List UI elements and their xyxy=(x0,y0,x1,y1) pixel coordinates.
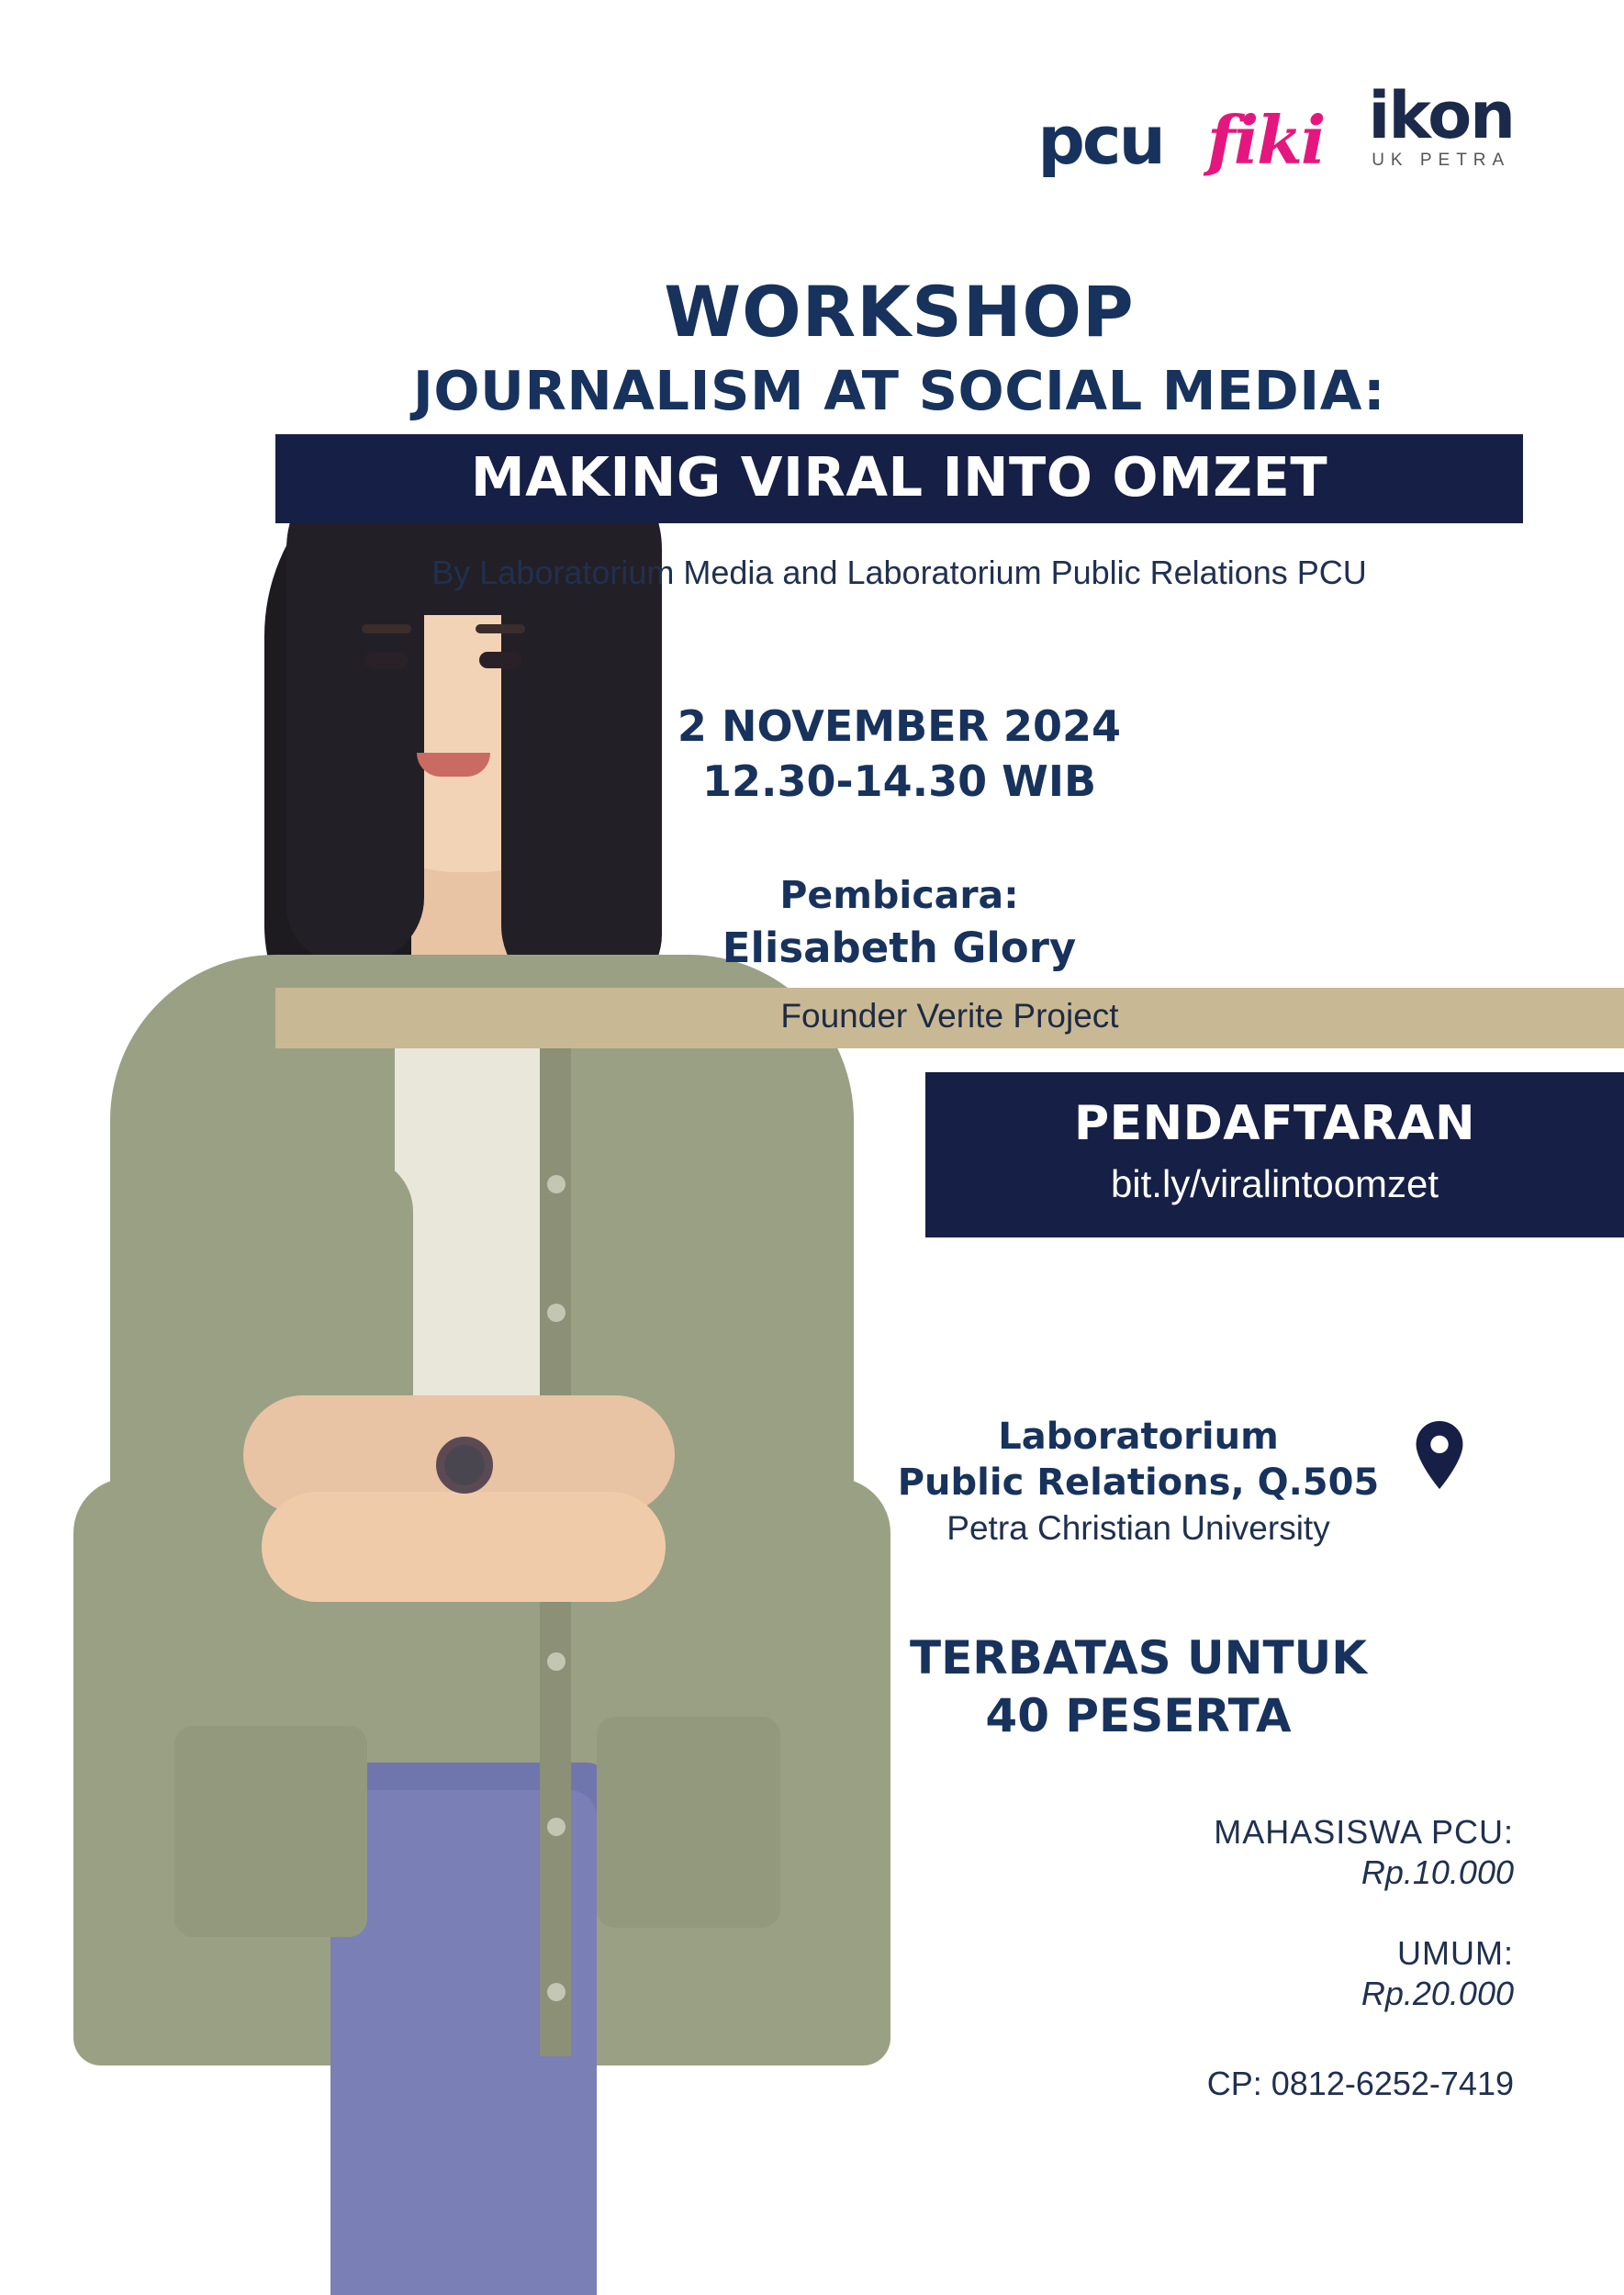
price-label-public: UMUM: xyxy=(1397,1934,1514,1972)
speaker-role: Founder Verite Project xyxy=(275,988,1624,1048)
photo-watch xyxy=(436,1437,493,1494)
speaker-block xyxy=(275,872,1523,1048)
photo-forearm-lower xyxy=(262,1492,666,1602)
location-line-3: Petra Christian University xyxy=(946,1509,1330,1547)
registration-link[interactable]: bit.ly/viralintoomzet xyxy=(1110,1162,1439,1205)
speaker-label: Pembicara: xyxy=(779,873,1019,917)
quota-block xyxy=(790,1629,1487,1744)
photo-button xyxy=(547,1818,566,1836)
location-line-1: Laboratorium xyxy=(998,1416,1279,1458)
title-subtitle: JOURNALISM AT SOCIAL MEDIA: xyxy=(412,358,1386,422)
price-label-student: MAHASISWA PCU: xyxy=(1214,1813,1514,1851)
byline: By Laboratorium Media and Laboratorium Public Relations PCU xyxy=(431,554,1367,591)
location-line-2: Public Relations, Q.505 xyxy=(897,1461,1380,1504)
page-title: WORKSHOP xyxy=(664,271,1135,353)
quota-line-1: TERBATAS UNTUK xyxy=(910,1631,1367,1685)
event-time: 12.30-14.30 WIB xyxy=(701,756,1097,806)
title-highlight: MAKING VIRAL INTO OMZET xyxy=(275,434,1523,523)
quota-line-2: 40 PESERTA xyxy=(985,1688,1292,1742)
price-spacer xyxy=(871,1892,1514,1934)
speaker-photo xyxy=(55,349,909,2295)
location-block xyxy=(790,1414,1487,1548)
photo-brow-left xyxy=(362,624,411,633)
photo-button xyxy=(547,1983,566,2001)
photo-eye-right xyxy=(479,652,521,668)
photo-pocket-right xyxy=(597,1717,780,1928)
fiki-logo: fiki xyxy=(1206,101,1325,180)
photo-button xyxy=(547,1175,566,1193)
event-date: 2 NOVEMBER 2024 xyxy=(677,701,1122,751)
pcu-logo: pcu xyxy=(1037,102,1163,180)
contact-person: CP: 0812-6252-7419 xyxy=(1206,2065,1514,2102)
price-block xyxy=(871,1813,1514,2103)
ikon-logo-group xyxy=(1368,78,1514,171)
photo-brow-right xyxy=(476,624,525,633)
title-block xyxy=(275,271,1523,523)
price-value-student: Rp.10.000 xyxy=(1361,1853,1514,1891)
price-value-public: Rp.20.000 xyxy=(1361,1975,1514,2012)
photo-button xyxy=(547,1304,566,1322)
map-pin-icon xyxy=(1414,1421,1465,1489)
registration-title: PENDAFTARAN xyxy=(1073,1096,1476,1151)
registration-banner xyxy=(925,1072,1624,1237)
event-datetime xyxy=(275,700,1523,810)
logo-bar xyxy=(1037,78,1514,180)
photo-eye-left xyxy=(365,652,408,668)
photo-button xyxy=(547,1652,566,1671)
photo-pocket-left xyxy=(174,1726,367,1937)
ikon-logo: ikon xyxy=(1368,78,1514,153)
speaker-name: Elisabeth Glory xyxy=(722,924,1077,973)
ikon-logo-subtitle: UK PETRA xyxy=(1372,151,1511,170)
